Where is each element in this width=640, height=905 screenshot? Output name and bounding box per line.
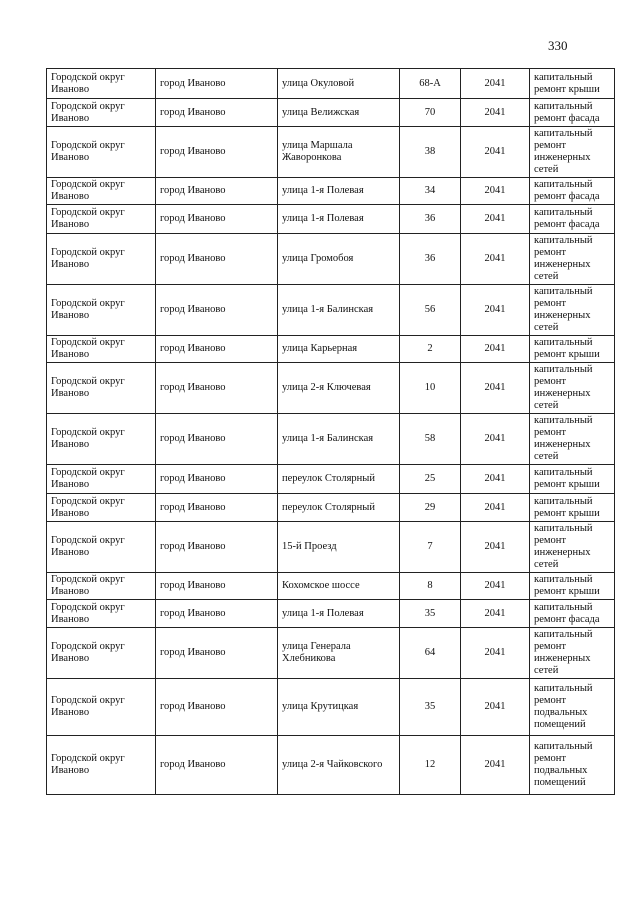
street-cell: улица 1-я Балинская — [278, 285, 400, 336]
municipality-cell: Городской округ Иваново — [47, 522, 156, 573]
table-row — [47, 600, 615, 628]
street-cell: улица Генерала Хлебникова — [278, 628, 400, 679]
street-cell: улица 2-я Чайковского — [278, 736, 400, 795]
year-cell: 2041 — [461, 573, 530, 600]
street-cell: улица 1-я Полевая — [278, 600, 400, 628]
street-cell: улица Велижская — [278, 99, 400, 127]
house-number-cell: 7 — [400, 522, 461, 573]
street-cell: улица Окуловой — [278, 69, 400, 99]
work-type-cell: капитальный ремонт инженерных сетей — [530, 414, 615, 465]
work-type-cell: капитальный ремонт крыши — [530, 69, 615, 99]
settlement-cell: город Иваново — [156, 522, 278, 573]
municipality-cell: Городской округ Иваново — [47, 205, 156, 234]
municipality-cell: Городской округ Иваново — [47, 628, 156, 679]
settlement-cell: город Иваново — [156, 494, 278, 522]
house-number-cell: 64 — [400, 628, 461, 679]
municipality-cell: Городской округ Иваново — [47, 600, 156, 628]
house-number-cell: 38 — [400, 127, 461, 178]
municipality-cell: Городской округ Иваново — [47, 178, 156, 205]
page-number: 330 — [548, 38, 568, 53]
table-row — [47, 234, 615, 285]
year-cell: 2041 — [461, 178, 530, 205]
house-number-cell: 68-А — [400, 69, 461, 99]
year-cell: 2041 — [461, 99, 530, 127]
street-cell: улица Крутицкая — [278, 679, 400, 736]
work-type-cell: капитальный ремонт инженерных сетей — [530, 363, 615, 414]
table-row — [47, 205, 615, 234]
year-cell: 2041 — [461, 127, 530, 178]
work-type-cell: капитальный ремонт инженерных сетей — [530, 628, 615, 679]
table-row — [47, 69, 615, 99]
municipality-cell: Городской округ Иваново — [47, 736, 156, 795]
year-cell: 2041 — [461, 522, 530, 573]
street-cell: переулок Столярный — [278, 494, 400, 522]
street-cell: улица 1-я Балинская — [278, 414, 400, 465]
municipality-cell: Городской округ Иваново — [47, 285, 156, 336]
settlement-cell: город Иваново — [156, 628, 278, 679]
house-number-cell: 36 — [400, 234, 461, 285]
work-type-cell: капитальный ремонт инженерных сетей — [530, 285, 615, 336]
street-cell: улица Карьерная — [278, 336, 400, 363]
year-cell: 2041 — [461, 285, 530, 336]
work-type-cell: капитальный ремонт инженерных сетей — [530, 127, 615, 178]
settlement-cell: город Иваново — [156, 465, 278, 494]
street-cell: улица 1-я Полевая — [278, 178, 400, 205]
municipality-cell: Городской округ Иваново — [47, 494, 156, 522]
year-cell: 2041 — [461, 234, 530, 285]
year-cell: 2041 — [461, 205, 530, 234]
work-type-cell: капитальный ремонт крыши — [530, 573, 615, 600]
table-row — [47, 127, 615, 178]
table-row — [47, 336, 615, 363]
house-number-cell: 58 — [400, 414, 461, 465]
settlement-cell: город Иваново — [156, 573, 278, 600]
municipality-cell: Городской округ Иваново — [47, 69, 156, 99]
work-type-cell: капитальный ремонт подвальных помещений — [530, 679, 615, 736]
settlement-cell: город Иваново — [156, 736, 278, 795]
work-type-cell: капитальный ремонт фасада — [530, 600, 615, 628]
year-cell: 2041 — [461, 336, 530, 363]
house-number-cell: 8 — [400, 573, 461, 600]
settlement-cell: город Иваново — [156, 679, 278, 736]
settlement-cell: город Иваново — [156, 99, 278, 127]
house-number-cell: 34 — [400, 178, 461, 205]
municipality-cell: Городской округ Иваново — [47, 127, 156, 178]
table-row — [47, 363, 615, 414]
year-cell: 2041 — [461, 600, 530, 628]
settlement-cell: город Иваново — [156, 234, 278, 285]
table-row — [47, 736, 615, 795]
house-number-cell: 2 — [400, 336, 461, 363]
house-number-cell: 29 — [400, 494, 461, 522]
municipality-cell: Городской округ Иваново — [47, 573, 156, 600]
municipality-cell: Городской округ Иваново — [47, 99, 156, 127]
settlement-cell: город Иваново — [156, 285, 278, 336]
street-cell: улица Маршала Жаворонкова — [278, 127, 400, 178]
house-number-cell: 56 — [400, 285, 461, 336]
table-row — [47, 465, 615, 494]
street-cell: 15-й Проезд — [278, 522, 400, 573]
house-number-cell: 35 — [400, 679, 461, 736]
house-number-cell: 10 — [400, 363, 461, 414]
settlement-cell: город Иваново — [156, 127, 278, 178]
house-number-cell: 12 — [400, 736, 461, 795]
municipality-cell: Городской округ Иваново — [47, 234, 156, 285]
table-row — [47, 522, 615, 573]
year-cell: 2041 — [461, 494, 530, 522]
municipality-cell: Городской округ Иваново — [47, 414, 156, 465]
municipality-cell: Городской округ Иваново — [47, 363, 156, 414]
work-type-cell: капитальный ремонт инженерных сетей — [530, 234, 615, 285]
work-type-cell: капитальный ремонт инженерных сетей — [530, 522, 615, 573]
table-body — [47, 69, 615, 795]
year-cell: 2041 — [461, 69, 530, 99]
work-type-cell: капитальный ремонт фасада — [530, 205, 615, 234]
municipality-cell: Городской округ Иваново — [47, 336, 156, 363]
street-cell: улица 2-я Ключевая — [278, 363, 400, 414]
settlement-cell: город Иваново — [156, 69, 278, 99]
year-cell: 2041 — [461, 628, 530, 679]
settlement-cell: город Иваново — [156, 363, 278, 414]
house-number-cell: 35 — [400, 600, 461, 628]
table-row — [47, 628, 615, 679]
year-cell: 2041 — [461, 736, 530, 795]
table-row — [47, 285, 615, 336]
street-cell: переулок Столярный — [278, 465, 400, 494]
year-cell: 2041 — [461, 363, 530, 414]
table-row — [47, 679, 615, 736]
settlement-cell: город Иваново — [156, 414, 278, 465]
table-row — [47, 414, 615, 465]
settlement-cell: город Иваново — [156, 205, 278, 234]
work-type-cell: капитальный ремонт подвальных помещений — [530, 736, 615, 795]
house-number-cell: 70 — [400, 99, 461, 127]
table-row — [47, 494, 615, 522]
municipality-cell: Городской округ Иваново — [47, 679, 156, 736]
municipality-cell: Городской округ Иваново — [47, 465, 156, 494]
work-type-cell: капитальный ремонт крыши — [530, 465, 615, 494]
work-type-cell: капитальный ремонт крыши — [530, 336, 615, 363]
settlement-cell: город Иваново — [156, 600, 278, 628]
work-type-cell: капитальный ремонт крыши — [530, 494, 615, 522]
work-type-cell: капитальный ремонт фасада — [530, 178, 615, 205]
settlement-cell: город Иваново — [156, 336, 278, 363]
street-cell: Кохомское шоссе — [278, 573, 400, 600]
settlement-cell: город Иваново — [156, 178, 278, 205]
table-row — [47, 573, 615, 600]
work-type-cell: капитальный ремонт фасада — [530, 99, 615, 127]
year-cell: 2041 — [461, 679, 530, 736]
street-cell: улица 1-я Полевая — [278, 205, 400, 234]
house-number-cell: 25 — [400, 465, 461, 494]
house-number-cell: 36 — [400, 205, 461, 234]
table-row — [47, 178, 615, 205]
repair-program-table — [46, 68, 615, 795]
year-cell: 2041 — [461, 414, 530, 465]
street-cell: улица Громобоя — [278, 234, 400, 285]
year-cell: 2041 — [461, 465, 530, 494]
table-row — [47, 99, 615, 127]
